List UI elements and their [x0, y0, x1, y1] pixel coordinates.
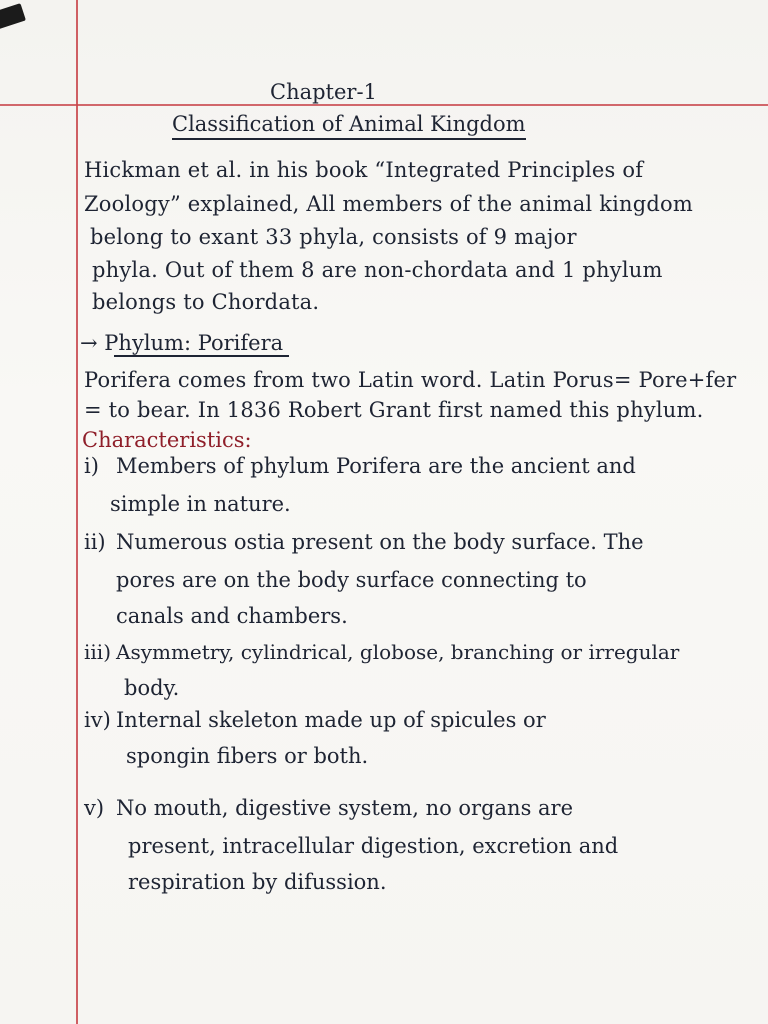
- intro-line: belongs to Chordata.: [92, 290, 320, 314]
- corner-shadow: [0, 3, 26, 31]
- characteristic-item: [84, 796, 573, 820]
- item-number: iv): [84, 708, 111, 732]
- item-text: No mouth, digestive system, no organs are: [116, 796, 574, 820]
- characteristic-item: [84, 708, 546, 732]
- etymology-line: Porifera comes from two Latin word. Latin Porus= Pore+fer: [84, 368, 737, 392]
- intro-line: belong to exant 33 phyla, consists of 9 major: [90, 225, 577, 249]
- characteristic-item: [84, 640, 679, 664]
- page-title: Classification of Animal Kingdom: [172, 112, 526, 140]
- item-text: Members of phylum Porifera are the ancient and: [116, 454, 636, 478]
- item-number: i): [84, 454, 99, 478]
- etymology-line: = to bear. In 1836 Robert Grant first named this phylum.: [84, 398, 704, 422]
- item-number: iii): [84, 640, 111, 664]
- item-text: Asymmetry, cylindrical, globose, branching or irregular: [116, 640, 680, 664]
- item-text-continued: pores are on the body surface connecting to: [116, 568, 587, 592]
- item-number: ii): [84, 530, 106, 554]
- item-text-continued: canals and chambers.: [116, 604, 348, 628]
- heading-underline: [114, 355, 289, 357]
- item-number: v): [84, 796, 105, 820]
- characteristic-item: [84, 454, 636, 478]
- item-text: Numerous ostia present on the body surface. The: [116, 530, 644, 554]
- item-text-continued: spongin fibers or both.: [126, 744, 369, 768]
- characteristics-heading: Characteristics:: [82, 428, 252, 452]
- item-text: Internal skeleton made up of spicules or: [116, 708, 546, 732]
- item-text-continued: respiration by difussion.: [128, 870, 387, 894]
- item-text-continued: simple in nature.: [110, 492, 291, 516]
- phylum-heading-label: Phylum: Porifera: [104, 331, 284, 355]
- phylum-heading: [80, 331, 283, 355]
- header-rule: [0, 104, 768, 106]
- item-text-continued: body.: [124, 676, 180, 700]
- intro-line: Hickman et al. in his book “Integrated Principles of: [84, 158, 644, 182]
- characteristic-item: [84, 530, 644, 554]
- intro-line: phyla. Out of them 8 are non-chordata and 1 phylum: [92, 258, 663, 282]
- intro-line: Zoology” explained, All members of the animal kingdom: [84, 192, 694, 216]
- chapter-number: Chapter-1: [270, 80, 377, 104]
- item-text-continued: present, intracellular digestion, excretion and: [128, 834, 619, 858]
- arrow-icon: →: [80, 331, 98, 355]
- margin-rule: [76, 0, 78, 1024]
